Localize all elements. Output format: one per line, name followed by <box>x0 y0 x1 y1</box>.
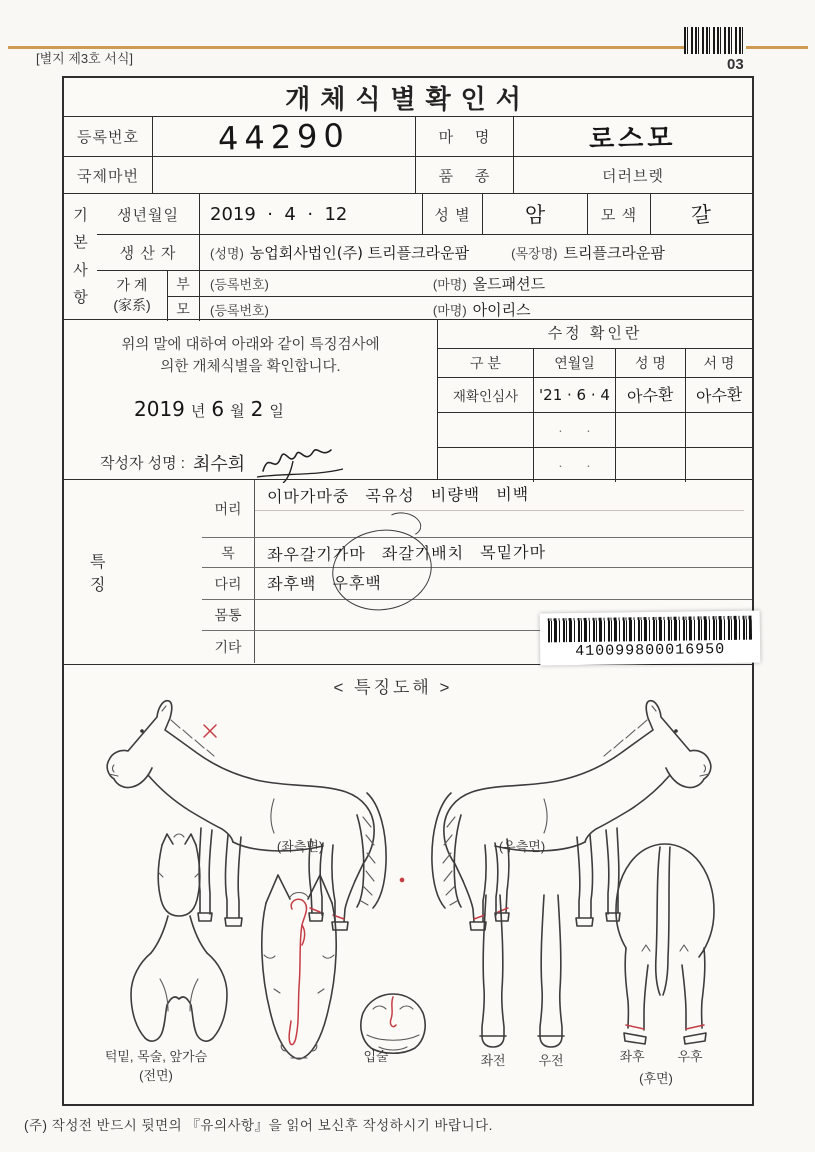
left-side-label: (좌측면) <box>276 839 324 854</box>
horse-name-value: 로스모 <box>513 117 752 156</box>
sire-value: (등록번호) (마명) 올드패션드 <box>199 271 752 296</box>
leg-label-left-rear: 좌후 <box>619 1049 645 1064</box>
feature-row-legs: 다리 좌후백 우후백 <box>202 567 752 599</box>
horse-rear-figure <box>616 844 714 1044</box>
registration-row <box>64 116 752 156</box>
diagram-title: < 특징도해 > <box>333 678 453 697</box>
lineage-label: 가 계 (家系) <box>113 276 151 313</box>
title-row <box>64 78 752 116</box>
certificate-form <box>62 76 754 1106</box>
basic-info-section <box>64 193 752 319</box>
breed-label: 품 종 <box>415 157 513 193</box>
author-name: 최수희 <box>192 453 246 475</box>
diagram-section <box>64 664 752 1104</box>
dam-label: 모 <box>167 297 199 321</box>
birth-row <box>97 194 752 234</box>
intl-breed-row <box>64 156 752 193</box>
horse-name-label: 마 명 <box>415 117 513 156</box>
sex-value: 암 <box>482 194 587 234</box>
front-view-label: 턱밑, 목술, 앞가슴 <box>104 1049 208 1064</box>
red-blaze-marking <box>289 899 306 1044</box>
birth-value: 2019 · 4 · 12 <box>199 194 422 234</box>
feature-row-neck: 목 좌우갈기가마 좌갈기배치 목밑가마 <box>202 537 752 567</box>
muzzle-figure <box>361 994 425 1053</box>
producer-name: 농업회사법인(주) 트리플크라운팜 <box>249 244 470 262</box>
sire-row <box>167 271 752 296</box>
page-title: 개체식별확인서 <box>285 83 531 114</box>
horse-left-side-figure <box>107 701 386 930</box>
confirmation-section <box>64 319 752 479</box>
breed-value: 더러브렛 <box>513 157 752 193</box>
sire-name: 올드패션드 <box>472 275 546 293</box>
page-number: 03 <box>727 56 744 73</box>
intl-no-label: 국제마번 <box>77 167 139 185</box>
horse-front-figure <box>131 834 227 1041</box>
red-lip-marking <box>390 997 396 1027</box>
horse-face-figure <box>262 875 336 1059</box>
leg-label-right-rear: 우후 <box>677 1049 703 1064</box>
sire-label: 부 <box>167 271 199 296</box>
reg-no-value: 44290 <box>152 117 415 156</box>
reg-no-label: 등록번호 <box>77 129 139 146</box>
revision-row: 재확인심사 '21 · 6 · 4 아수환 아수환 <box>438 377 752 412</box>
form-tag: [별지 제3호 서식] <box>36 51 134 66</box>
author-signature <box>253 443 345 483</box>
leg-label-left-front: 좌전 <box>480 1053 506 1068</box>
red-dot-marking <box>400 878 403 881</box>
sex-label: 성 별 <box>422 194 482 234</box>
right-side-label: (우측면) <box>498 839 546 854</box>
coat-color-label: 모 색 <box>587 194 650 234</box>
revision-title: 수정 확인란 <box>547 325 643 342</box>
producer-label: 생 산 자 <box>119 245 177 262</box>
basic-section-label: 기 본 사 항 <box>73 207 88 306</box>
confirmation-date: 2019 년 6 월 2 일 <box>134 396 284 421</box>
feature-row-body: 몸통 <box>202 599 752 630</box>
statement-block <box>64 320 437 479</box>
revision-row: · · <box>438 447 752 482</box>
barcode-bars <box>548 616 752 643</box>
features-label: 특 징 <box>90 554 132 594</box>
lips-label: 입술 <box>363 1049 389 1064</box>
author-line <box>72 443 429 483</box>
corner-barcode <box>684 27 746 54</box>
rear-view-label: (후면) <box>639 1071 673 1086</box>
horse-diagram <box>64 665 756 1109</box>
farm-name: 트리플크라운팜 <box>563 244 665 262</box>
dam-value: (등록번호) (마명) 아이리스 <box>199 297 752 321</box>
author-label: 작성자 성명 : <box>100 455 185 473</box>
feature-row-etc: 기타 <box>202 630 752 663</box>
footer-note: (주) 작성전 반드시 뒷면의 『유의사항』을 읽어 보신후 작성하시기 바랍니다. <box>24 1118 493 1133</box>
revision-col-date: 연월일 <box>533 349 615 377</box>
intl-no-value <box>152 157 415 193</box>
birth-label: 생년월일 <box>117 206 179 224</box>
lineage-rows <box>97 270 752 320</box>
farm-name-prefix: (목장명) <box>511 246 558 261</box>
revision-col-name: 성 명 <box>615 349 685 377</box>
dam-name: 아이리스 <box>472 300 531 319</box>
left-front-leg-figure <box>480 895 506 1047</box>
producer-value <box>199 235 752 270</box>
revision-table <box>437 320 752 479</box>
right-front-leg-figure <box>538 895 564 1047</box>
ruling-line <box>255 510 744 511</box>
red-fetlock-marking <box>626 1025 704 1029</box>
front-view-sublabel: (전면) <box>139 1068 173 1083</box>
statement-text: 위의 말에 대하여 아래와 같이 특징검사에 의한 개체식별을 확인합니다. <box>121 337 380 376</box>
barcode-number: 410099800016950 <box>575 640 726 661</box>
revision-col-sign: 서 명 <box>685 349 752 377</box>
producer-row <box>97 234 752 270</box>
leg-label-right-front: 우전 <box>538 1053 564 1068</box>
coat-color-value: 갈 <box>650 194 752 234</box>
producer-name-prefix: (성명) <box>210 246 244 261</box>
revision-header <box>438 348 752 377</box>
revision-row: · · <box>438 412 752 447</box>
feature-row-head: 머리 이마가마중 곡유성 비량백 비백 <box>202 480 752 537</box>
barcode-sticker <box>540 610 761 665</box>
revision-col-category: 구 분 <box>470 354 501 371</box>
